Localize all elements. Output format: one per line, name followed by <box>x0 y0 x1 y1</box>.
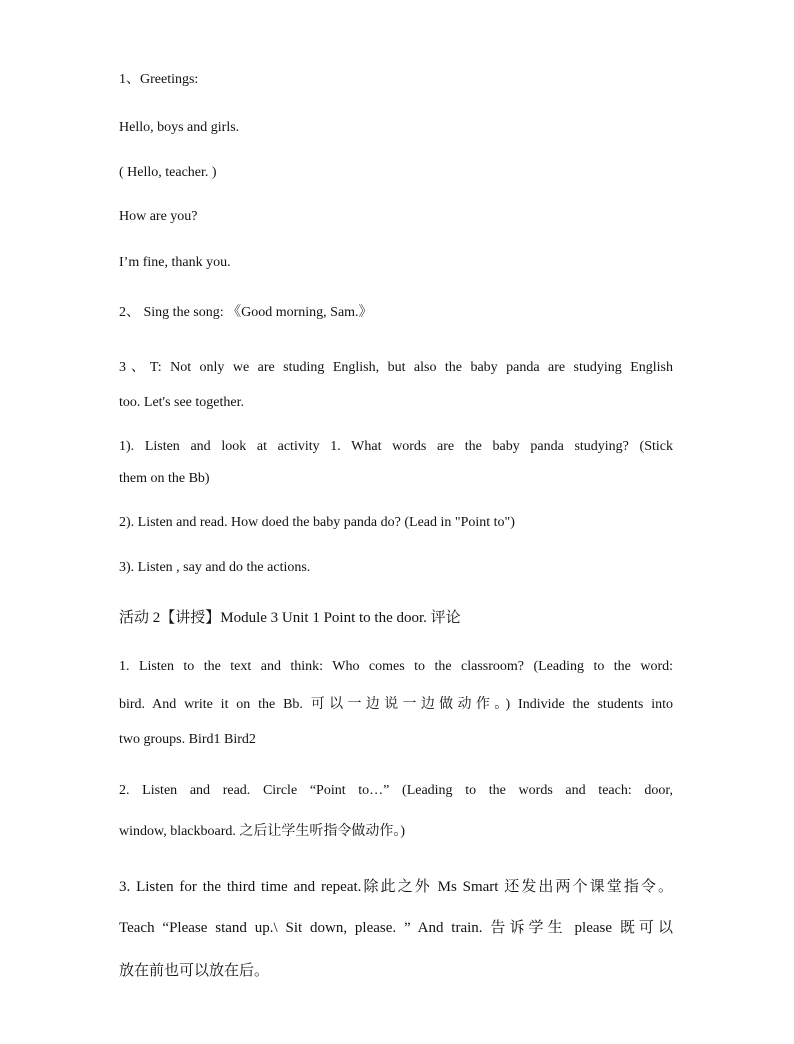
activity-2-heading: 活动 2【讲授】Module 3 Unit 1 Point to the door. 评论 <box>119 610 461 626</box>
activity-2-item-1-line-2: bird. And write it on the Bb. 可以一边说一边做动作。) Individe the students into <box>119 697 673 712</box>
activity-2-item-2-line-1: 2. Listen and read. Circle “Point to…” (Leading to the words and teach: door, <box>119 783 673 798</box>
step-2-song: 2、 Sing the song: 《Good morning, Sam.》 <box>119 305 373 320</box>
greeting-line: Hello, boys and girls. <box>119 120 240 135</box>
activity-2-item-1-line-3: two groups. Bird1 Bird2 <box>119 732 256 747</box>
greeting-answer: I’m fine, thank you. <box>119 255 231 270</box>
sub-step-1-line-2: them on the Bb) <box>119 471 210 486</box>
step-3-line-1: 3、T: Not only we are studing English, but also the baby panda are studying English <box>119 360 673 375</box>
step-1-heading: 1、Greetings: <box>119 72 199 87</box>
greeting-question: How are you? <box>119 209 198 224</box>
step-3-line-2: too. Let's see together. <box>119 395 244 410</box>
activity-2-item-3-line-3: 放在前也可以放在后。 <box>119 963 270 979</box>
activity-2-item-3-line-1: 3. Listen for the third time and repeat.除此之外 Ms Smart 还发出两个课堂指令。 <box>119 879 673 895</box>
sub-step-1-line-1: 1). Listen and look at activity 1. What words are the baby panda studying? (Stick <box>119 439 673 454</box>
sub-step-3: 3). Listen , say and do the actions. <box>119 560 311 575</box>
greeting-response: ( Hello, teacher. ) <box>119 165 217 180</box>
activity-2-item-2-line-2: window, blackboard. 之后让学生听指令做动作。) <box>119 824 406 839</box>
activity-2-item-3-line-2: Teach “Please stand up.\ Sit down, please. ” And train. 告诉学生 please 既可以 <box>119 920 673 936</box>
activity-2-item-1-line-1: 1. Listen to the text and think: Who comes to the classroom? (Leading to the word: <box>119 659 673 674</box>
sub-step-2: 2). Listen and read. How doed the baby panda do? (Lead in "Point to") <box>119 515 515 530</box>
